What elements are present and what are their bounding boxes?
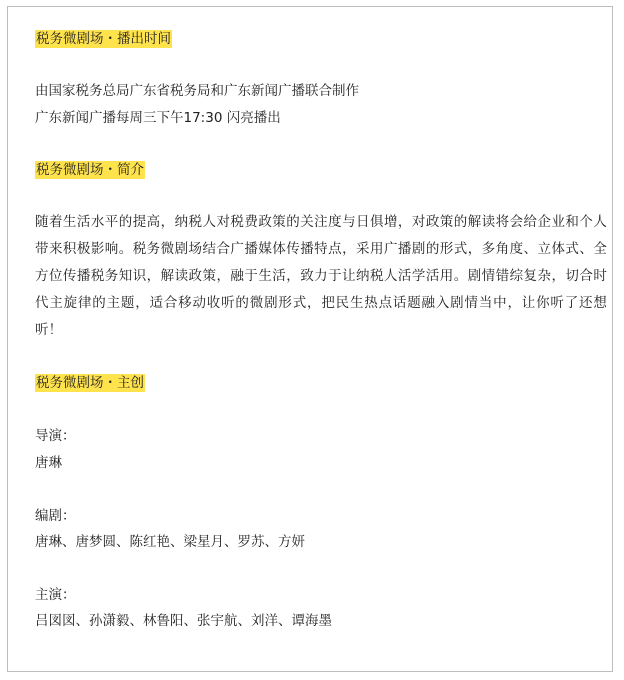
- director-label: 导演：: [35, 428, 76, 444]
- broadcast-schedule-line: 广东新闻广播每周三下午17:30 闪亮播出: [35, 110, 281, 126]
- broadcast-heading: 税务微剧场・播出时间: [36, 31, 171, 47]
- cast-label: 主演：: [35, 587, 76, 603]
- article-frame: [7, 6, 613, 672]
- writer-label: 编剧：: [35, 508, 76, 524]
- director-names: 唐琳: [35, 455, 62, 471]
- intro-paragraph: 随着生活水平的提高，纳税人对税费政策的关注度与日俱增，对政策的解读将会给企业和个人带来积极影响。税务微剧场结合广播媒体传播特点，采用广播剧的形式，多角度、立体式、全方位传播税务知识，解读政策，融于生活，致力于让纳税人活学活用。剧情错综复杂，切合时代主旋律的主题，适合移动收听的微剧形式，把民生热点话题融入剧情当中，让你听了还想听！: [35, 214, 607, 338]
- writer-names: 唐琳、唐梦圆、陈红艳、梁星月、罗苏、方妍: [35, 534, 305, 550]
- broadcast-producer-line: 由国家税务总局广东省税务局和广东新闻广播联合制作: [35, 83, 359, 99]
- cast-names: 吕図図、孙潇毅、林鲁阳、张宇航、刘洋、谭海墨: [35, 613, 332, 629]
- intro-heading: 税务微剧场・简介: [36, 162, 144, 178]
- creators-heading: 税务微剧场・主创: [36, 375, 144, 391]
